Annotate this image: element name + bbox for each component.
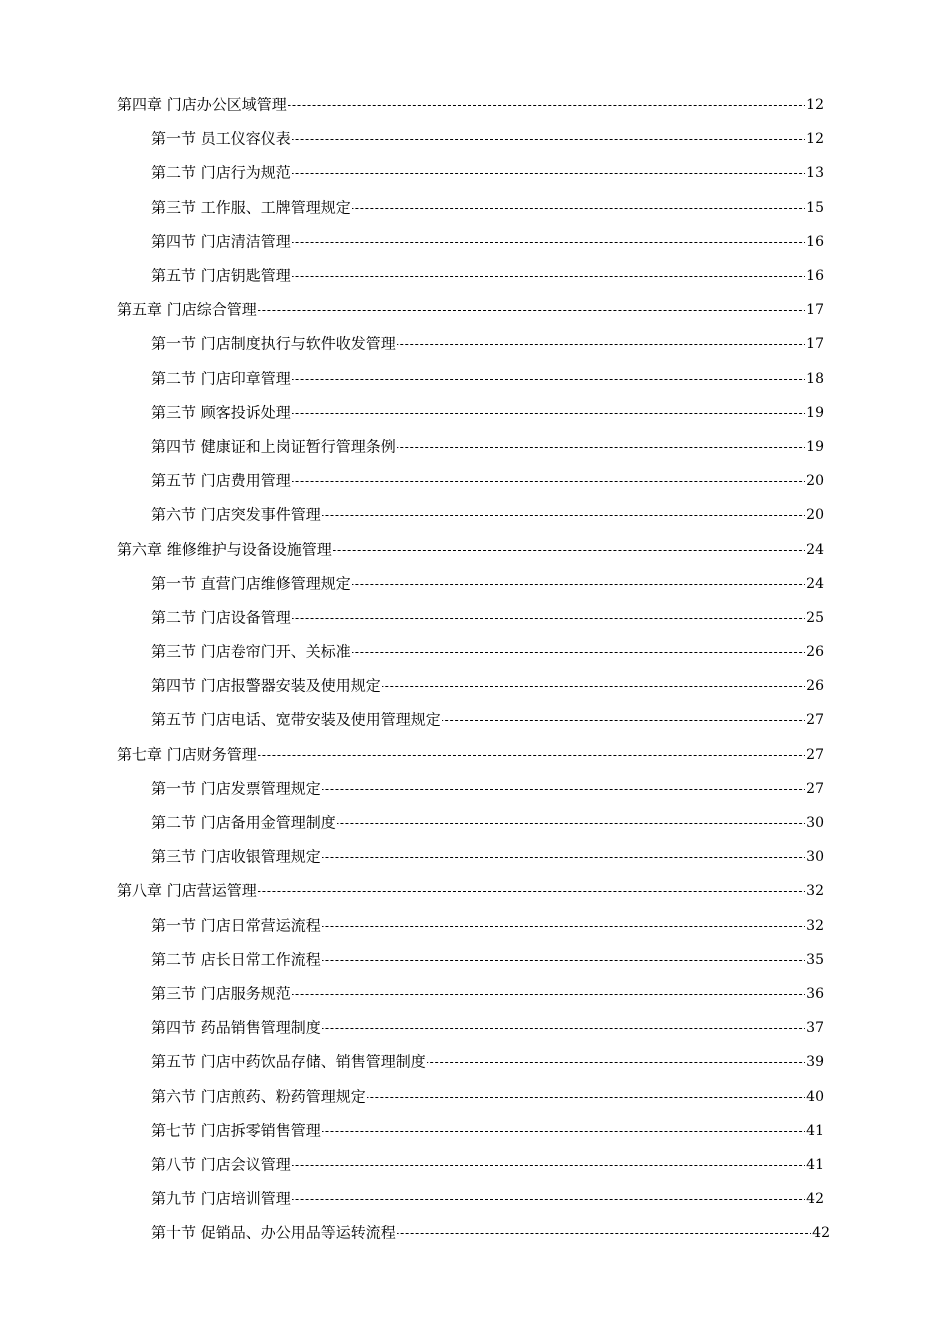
- toc-page-number: 12: [806, 97, 824, 114]
- toc-page-number: 36: [806, 985, 824, 1002]
- toc-section-entry[interactable]: [0, 464, 950, 498]
- toc-page-number: 26: [806, 678, 824, 695]
- toc-entry-title: 第二节 店长日常工作流程: [151, 950, 321, 969]
- toc-section-entry[interactable]: [0, 498, 950, 532]
- toc-section-entry[interactable]: [0, 1045, 950, 1079]
- toc-page-number: 12: [806, 131, 824, 148]
- toc-chapter-entry[interactable]: [0, 738, 950, 772]
- toc-page-number: 41: [806, 1156, 824, 1173]
- toc-entry-title: 第五节 门店钥匙管理: [151, 266, 291, 285]
- toc-section-entry[interactable]: [0, 156, 950, 190]
- toc-page-number: 30: [806, 815, 824, 832]
- toc-entry-title: 第二节 门店设备管理: [151, 608, 291, 627]
- toc-page-number: 13: [806, 165, 824, 182]
- toc-entry-title: 第七节 门店拆零销售管理: [151, 1121, 321, 1140]
- toc-entry-title: 第四节 药品销售管理制度: [151, 1018, 321, 1037]
- toc-section-entry[interactable]: [0, 840, 950, 874]
- toc-entry-title: 第八节 门店会议管理: [151, 1155, 291, 1174]
- toc-page-number: 20: [806, 507, 824, 524]
- toc-page-number: 40: [806, 1088, 824, 1105]
- toc-section-entry[interactable]: [0, 943, 950, 977]
- toc-section-entry[interactable]: [0, 396, 950, 430]
- toc-section-entry[interactable]: [0, 1216, 950, 1250]
- toc-entry-title: 第三节 门店服务规范: [151, 984, 291, 1003]
- toc-entry-title: 第三节 工作服、工牌管理规定: [151, 198, 351, 217]
- toc-entry-title: 第九节 门店培训管理: [151, 1189, 291, 1208]
- toc-section-entry[interactable]: [0, 362, 950, 396]
- toc-entry-title: 第八章 门店营运管理: [117, 881, 257, 900]
- toc-entry-title: 第二节 门店备用金管理制度: [151, 813, 336, 832]
- toc-entry-title: 第一节 员工仪容仪表: [151, 129, 291, 148]
- toc-section-entry[interactable]: [0, 977, 950, 1011]
- toc-page-number: 27: [806, 780, 824, 797]
- toc-entry-title: 第六章 维修维护与设备设施管理: [117, 540, 332, 559]
- toc-page-number: 19: [806, 438, 824, 455]
- toc-section-entry[interactable]: [0, 635, 950, 669]
- toc-entry-title: 第十节 促销品、办公用品等运转流程: [151, 1223, 396, 1242]
- toc-entry-title: 第五章 门店综合管理: [117, 300, 257, 319]
- toc-page-number: 16: [806, 233, 824, 250]
- toc-entry-title: 第五节 门店电话、宽带安装及使用管理规定: [151, 710, 441, 729]
- toc-page-number: 16: [806, 268, 824, 285]
- toc-page-number: 24: [806, 575, 824, 592]
- toc-chapter-entry[interactable]: [0, 88, 950, 122]
- toc-entry-title: 第五节 门店费用管理: [151, 471, 291, 490]
- toc-entry-title: 第一节 门店日常营运流程: [151, 916, 321, 935]
- toc-entry-title: 第五节 门店中药饮品存储、销售管理制度: [151, 1052, 426, 1071]
- toc-entry-title: 第七章 门店财务管理: [117, 745, 257, 764]
- toc-entry-title: 第四节 门店报警器安装及使用规定: [151, 676, 381, 695]
- toc-page-number: 24: [806, 541, 824, 558]
- toc-page-number: 32: [806, 917, 824, 934]
- toc-section-entry[interactable]: [0, 806, 950, 840]
- toc-page-number: 25: [806, 609, 824, 626]
- toc-entry-title: 第一节 门店发票管理规定: [151, 779, 321, 798]
- toc-section-entry[interactable]: [0, 601, 950, 635]
- toc-section-entry[interactable]: [0, 327, 950, 361]
- toc-entry-title: 第一节 直营门店维修管理规定: [151, 574, 351, 593]
- toc-section-entry[interactable]: [0, 1114, 950, 1148]
- toc-section-entry[interactable]: [0, 703, 950, 737]
- toc-page-number: 27: [806, 746, 824, 763]
- toc-entry-title: 第六节 门店突发事件管理: [151, 505, 321, 524]
- toc-entry-title: 第三节 门店卷帘门开、关标准: [151, 642, 351, 661]
- toc-entry-title: 第三节 门店收银管理规定: [151, 847, 321, 866]
- toc-page-number: 17: [806, 302, 824, 319]
- toc-entry-title: 第四节 健康证和上岗证暂行管理条例: [151, 437, 396, 456]
- toc-page-number: 32: [806, 883, 824, 900]
- toc-page-number: 42: [812, 1225, 830, 1242]
- toc-section-entry[interactable]: [0, 1011, 950, 1045]
- toc-chapter-entry[interactable]: [0, 874, 950, 908]
- toc-section-entry[interactable]: [0, 1182, 950, 1216]
- toc-entry-title: 第二节 门店印章管理: [151, 369, 291, 388]
- toc-section-entry[interactable]: [0, 772, 950, 806]
- toc-section-entry[interactable]: [0, 430, 950, 464]
- toc-page-number: 26: [806, 644, 824, 661]
- toc-page-number: 39: [806, 1054, 824, 1071]
- toc-page-number: 42: [806, 1191, 824, 1208]
- toc-page-number: 37: [806, 1020, 824, 1037]
- toc-page-number: 15: [806, 199, 824, 216]
- toc-section-entry[interactable]: [0, 1079, 950, 1113]
- toc-page-number: 17: [806, 336, 824, 353]
- toc-page-number: 18: [806, 370, 824, 387]
- toc-page-number: 35: [806, 951, 824, 968]
- toc-section-entry[interactable]: [0, 191, 950, 225]
- toc-entry-title: 第一节 门店制度执行与软件收发管理: [151, 334, 396, 353]
- toc-page-number: 30: [806, 849, 824, 866]
- toc-entry-title: 第三节 顾客投诉处理: [151, 403, 291, 422]
- toc-section-entry[interactable]: [0, 567, 950, 601]
- toc-section-entry[interactable]: [0, 1148, 950, 1182]
- toc-page-number: 20: [806, 473, 824, 490]
- toc-page-number: 19: [806, 404, 824, 421]
- toc-page-number: 27: [806, 712, 824, 729]
- toc-section-entry[interactable]: [0, 909, 950, 943]
- toc-section-entry[interactable]: [0, 225, 950, 259]
- toc-section-entry[interactable]: [0, 669, 950, 703]
- toc-entry-title: 第四节 门店清洁管理: [151, 232, 291, 251]
- toc-entry-title: 第四章 门店办公区域管理: [117, 95, 287, 114]
- toc-chapter-entry[interactable]: [0, 293, 950, 327]
- table-of-contents: [0, 88, 950, 1250]
- toc-section-entry[interactable]: [0, 259, 950, 293]
- toc-entry-title: 第六节 门店煎药、粉药管理规定: [151, 1087, 366, 1106]
- toc-chapter-entry[interactable]: [0, 532, 950, 566]
- toc-page-number: 41: [806, 1122, 824, 1139]
- toc-entry-title: 第二节 门店行为规范: [151, 163, 291, 182]
- toc-section-entry[interactable]: [0, 122, 950, 156]
